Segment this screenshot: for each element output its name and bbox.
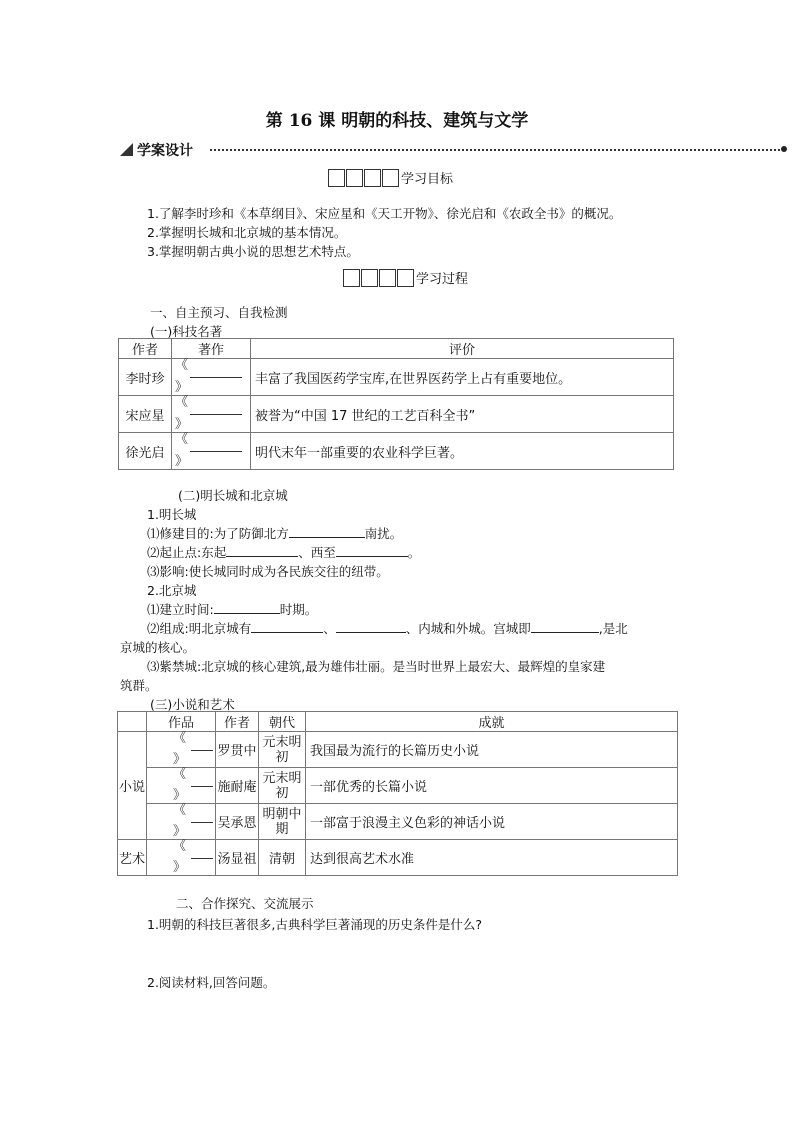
text-span: ⑵组成:明北京城有 [147,621,252,636]
dynasty-line: 初 [275,785,289,801]
fill-blank [190,377,242,378]
novels-art-table [117,711,678,876]
header-dynasty: 朝代 [259,712,306,732]
work-blank-cell [147,804,216,840]
work-blank-cell [172,396,251,433]
forbidden-city-line1: ⑶紫禁城:北京城的核心建筑,最为雄伟壮丽。是当时世界上最宏大、最辉煌的皇家建 [147,659,606,674]
table-row [119,359,674,396]
fill-blank [191,858,213,859]
dynasty-cell [259,732,306,768]
dynasty-cell [259,768,306,804]
table-row [118,804,678,840]
divider-end-dot [781,146,787,152]
table-row [119,433,674,470]
process-heading [343,268,468,287]
dynasty-cell [259,804,306,840]
question-2: 2.阅读材料,回答问题。 [147,975,276,990]
fill-blank [226,544,298,557]
work-blank-cell [172,359,251,396]
fill-blank [191,750,213,751]
table-row [118,840,678,876]
beijing-title: 2.北京城 [147,583,197,598]
close-bracket: 》 [175,454,189,469]
section-header [120,141,792,159]
goals-heading-label: 学习目标 [401,172,454,187]
part1-title: 一、自主预习、自我检测 [150,305,288,320]
great-wall-title: 1.明长城 [147,507,197,522]
header-work: 作品 [147,712,216,732]
author-cell: 汤显祖 [216,840,259,876]
process-heading-label: 学习过程 [416,272,469,287]
text-span: 。 [407,545,421,560]
close-bracket: 》 [173,752,187,767]
close-bracket: 》 [173,860,187,875]
work-blank-cell [172,433,251,470]
dynasty-line: 期 [275,821,289,837]
achievement-cell: 一部优秀的长篇小说 [306,768,678,804]
fill-blank [531,620,599,633]
fill-blank [191,822,213,823]
table-row [118,732,678,768]
close-bracket: 》 [175,417,189,432]
header-work: 著作 [172,339,251,359]
fill-blank [190,414,242,415]
achievement-cell: 一部富于浪漫主义色彩的神话小说 [306,804,678,840]
text-span: ⑵起止点:东起 [147,545,227,560]
goal-item: 3.掌握明朝古典小说的思想艺术特点。 [147,244,359,259]
great-wall-endpoints [147,543,420,561]
dynasty-cell: 清朝 [259,840,306,876]
text-span: ⑴修建目的:为了防御北方 [147,526,289,541]
open-bracket: 《 [175,432,189,447]
page-title: 第 16 课 明朝的科技、建筑与文学 [265,111,529,131]
dotted-divider [210,149,780,151]
fill-blank [336,544,408,557]
text-span: 南扰。 [364,526,403,541]
table-row [119,396,674,433]
author-cell: 施耐庵 [216,768,259,804]
evaluation-cell: 被誉为“中国 17 世纪的工艺百科全书” [251,396,674,433]
text-span: 时期。 [279,602,318,617]
table-header-row [119,339,674,359]
author-cell: 宋应星 [119,396,172,433]
goal-item: 1.了解李时珍和《本草纲目》、宋应星和《天工开物》、徐光启和《农政全书》的概况。 [147,206,622,221]
fill-blank [214,601,280,614]
open-bracket: 《 [175,358,189,373]
open-bracket: 《 [173,803,187,818]
close-bracket: 》 [173,788,187,803]
header-evaluation: 评价 [251,339,674,359]
achievement-cell: 我国最为流行的长篇历史小说 [306,732,678,768]
work-blank-cell [147,732,216,768]
table-row [118,768,678,804]
box-decoration [343,269,415,287]
open-bracket: 《 [173,767,187,782]
science-works-table [118,338,674,470]
triangle-icon [120,143,133,156]
author-cell: 徐光启 [119,433,172,470]
work-blank-cell [147,840,216,876]
header-achievement: 成就 [306,712,678,732]
text-span: 、西至 [298,545,336,560]
goal-item: 2.掌握明长城和北京城的基本情况。 [147,225,347,240]
table-header-row [118,712,678,732]
work-blank-cell [147,768,216,804]
beijing-time [147,600,317,618]
fill-blank [251,620,323,633]
evaluation-cell: 丰富了我国医药学宝库,在世界医药学上占有重要地位。 [251,359,674,396]
great-wall-purpose [147,524,402,542]
category-cell: 艺术 [118,840,147,876]
sub3-title: (三)小说和艺术 [150,697,235,712]
text-span: 、 [323,621,336,636]
fill-blank [336,620,406,633]
close-bracket: 》 [175,380,189,395]
category-cell: 小说 [118,732,147,840]
open-bracket: 《 [175,395,189,410]
box-decoration [328,169,400,187]
forbidden-city-line2: 筑群。 [120,678,158,693]
great-wall-impact: ⑶影响:使长城同时成为各民族交往的纽带。 [147,564,389,579]
question-1: 1.明朝的科技巨著很多,古典科学巨著涌现的历史条件是什么? [147,917,483,932]
header-category [118,712,147,732]
header-author: 作者 [119,339,172,359]
part2-title: 二、合作探究、交流展示 [176,896,314,911]
sub2-title: (二)明长城和北京城 [178,488,288,503]
close-bracket: 》 [173,824,187,839]
text-span: ,是北 [598,621,628,636]
beijing-composition [147,619,628,637]
author-cell: 罗贯中 [216,732,259,768]
beijing-composition-cont: 京城的核心。 [120,640,196,655]
fill-blank [190,451,242,452]
fill-blank [191,786,213,787]
evaluation-cell: 明代末年一部重要的农业科学巨著。 [251,433,674,470]
text-span: 、内城和外城。宫城即 [405,621,531,636]
open-bracket: 《 [173,839,187,854]
section-label: 学案设计 [137,143,193,159]
dynasty-line: 明朝中 [262,806,302,822]
dynasty-line: 元末明 [262,770,302,786]
author-cell: 李时珍 [119,359,172,396]
author-cell: 吴承恩 [216,804,259,840]
header-author: 作者 [216,712,259,732]
open-bracket: 《 [173,731,187,746]
text-span: ⑴建立时间: [147,602,214,617]
fill-blank [289,525,365,538]
achievement-cell: 达到很高艺术水准 [306,840,678,876]
sub1-title: (一)科技名著 [150,324,223,339]
goals-heading [328,168,453,187]
dynasty-line: 元末明 [262,734,302,750]
dynasty-line: 初 [275,749,289,765]
